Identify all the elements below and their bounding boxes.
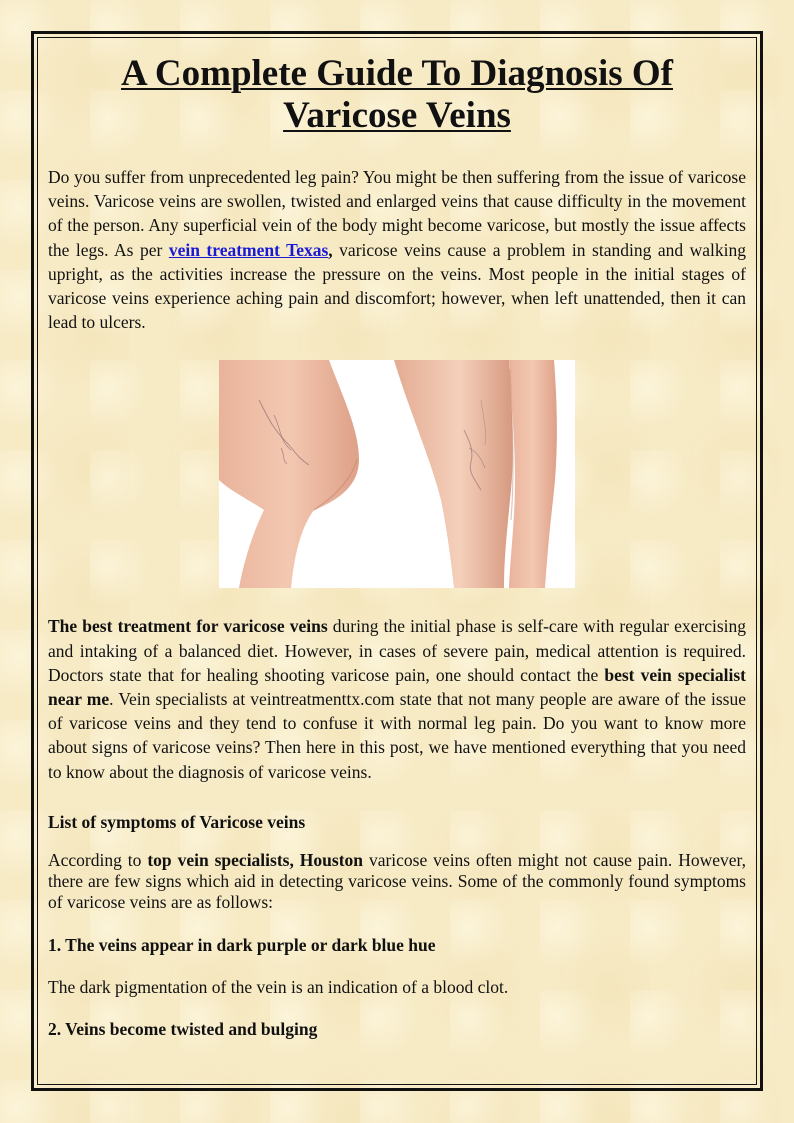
document-content — [48, 48, 746, 1041]
best-treatment-bold: The best treatment for varicose veins — [48, 616, 328, 637]
intro-paragraph — [48, 165, 746, 334]
document-title — [48, 48, 746, 137]
title-line-1: A Complete Guide To Diagnosis Of — [120, 53, 673, 94]
best-vein-specialist-bold: best vein specialist near me — [48, 664, 746, 710]
intro-link-comma: , — [328, 239, 333, 260]
symptoms-intro-paragraph — [48, 850, 746, 913]
legs-illustration — [219, 360, 575, 588]
treatment-text-1: during the initial phase is self-care with regular exercising and intaking of a balanced diet. However, in cases of severe pain, medical attention is required. Doctors state that for healing shooting varicose pain, one should contact the — [48, 616, 747, 685]
symptom-1-heading: 1. The veins appear in dark purple or dark blue hue — [48, 934, 436, 955]
symptom-1-text: The dark pigmentation of the vein is an indication of a blood clot. — [48, 976, 509, 997]
intro-text-after-link: varicose veins cause a problem in standing and walking upright, as the activities increase the pressure on the veins. Most people in the initial stages of varicose veins experience aching pain and discomfort; however, when left unattended, then it can lead to ulcers. — [48, 239, 746, 333]
symptoms-intro-text-1: According to — [48, 849, 148, 870]
varicose-legs-photo — [219, 360, 575, 588]
symptom-2-heading: 2. Veins become twisted and bulging — [48, 1019, 318, 1040]
intro-text-before-link: Do you suffer from unprecedented leg pain? You might be then suffering from the issue of varicose veins. Varicose veins are swollen, twisted and enlarged veins that cause difficulty in the movement of the person. Any superficial vein of the body might become varicose, but mostly the issue affects the legs. As per — [48, 167, 746, 260]
symptoms-intro-text-2: varicose veins often might not cause pain. However, there are few signs which aid in detecting varicose veins. Some of the commonly found symptoms of varicose veins are as follows: — [48, 849, 747, 912]
treatment-paragraph — [48, 614, 746, 783]
symptoms-heading: List of symptoms of Varicose veins — [48, 811, 306, 832]
title-line-2: Varicose Veins — [283, 95, 511, 136]
vein-treatment-texas-link[interactable]: vein treatment Texas — [168, 239, 329, 260]
top-vein-specialists-bold: top vein specialists, Houston — [147, 849, 364, 870]
treatment-text-2: . Vein specialists at veintreatmenttx.com state that not many people are aware of the issue of varicose veins and they tend to confuse it with normal leg pain. Do you want to know more about signs of varicose veins? Then here in this post, we have mentioned everything that you need to know about the diagnosis of varicose veins. — [48, 689, 746, 782]
